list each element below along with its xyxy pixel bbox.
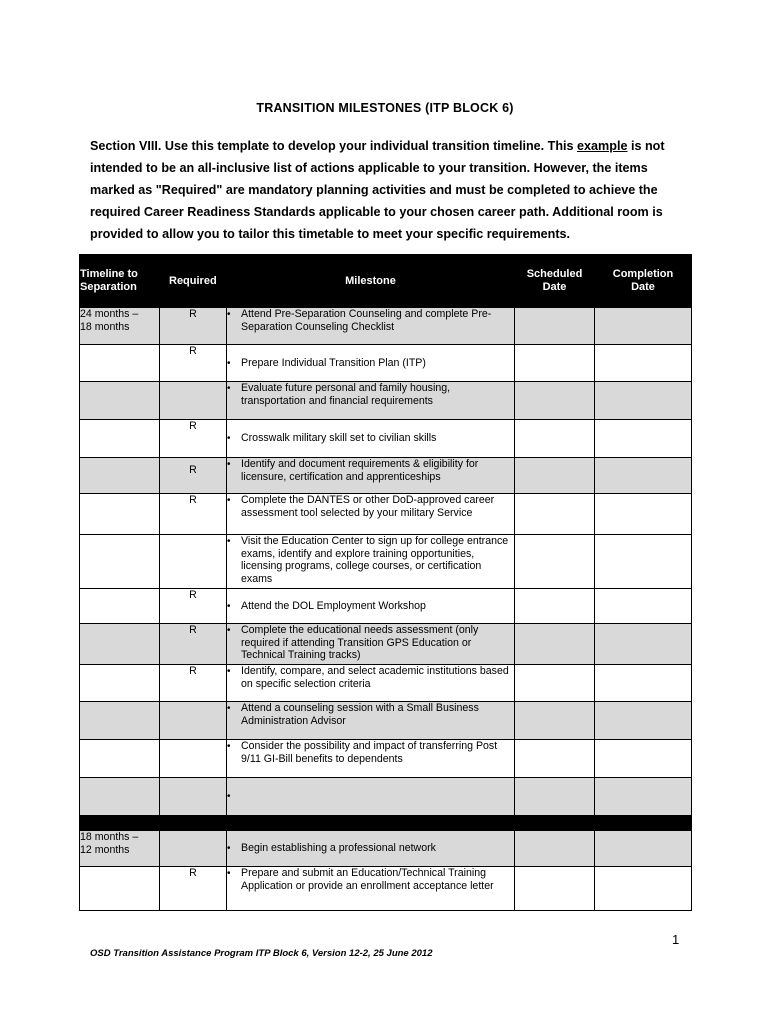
completion-date-cell[interactable] (595, 535, 692, 589)
completion-date-cell[interactable] (595, 589, 692, 624)
completion-date-cell[interactable] (595, 458, 692, 494)
required-cell: R (160, 345, 227, 382)
completion-date-cell[interactable] (595, 867, 692, 911)
completion-date-cell[interactable] (595, 345, 692, 382)
required-cell (160, 382, 227, 420)
timeline-cell: 18 months – 12 months (80, 831, 160, 867)
scheduled-date-cell[interactable] (515, 494, 595, 535)
completion-date-cell[interactable] (595, 831, 692, 867)
bullet-icon: • (227, 666, 231, 677)
required-cell: R (160, 420, 227, 458)
completion-date-cell[interactable] (595, 702, 692, 740)
scheduled-date-cell[interactable] (515, 778, 595, 816)
required-cell (160, 535, 227, 589)
page-title: TRANSITION MILESTONES (ITP BLOCK 6) (256, 101, 514, 115)
scheduled-date-cell[interactable] (515, 589, 595, 624)
bullet-icon: • (227, 433, 231, 444)
timeline-cell: 24 months – 18 months (80, 308, 160, 345)
bullet-icon: • (227, 383, 231, 394)
timeline-cell (80, 420, 160, 458)
completion-date-cell[interactable] (595, 420, 692, 458)
scheduled-date-cell[interactable] (515, 831, 595, 867)
table-row (80, 831, 692, 867)
intro-paragraph (90, 135, 690, 245)
milestone-cell: • Prepare Individual Transition Plan (ITP) (227, 345, 515, 382)
timeline-cell (80, 665, 160, 702)
completion-date-cell[interactable] (595, 665, 692, 702)
table-row (80, 458, 692, 494)
scheduled-date-cell[interactable] (515, 382, 595, 420)
required-cell: R (160, 308, 227, 345)
table-row (80, 589, 692, 624)
table-row (80, 867, 692, 911)
milestone-cell: • Complete the DANTES or other DoD-approved career assessment tool selected by your military Service (227, 494, 515, 535)
bullet-icon: • (227, 459, 231, 470)
table-row (80, 624, 692, 665)
example-link[interactable]: example (577, 139, 628, 153)
timeline-cell (80, 867, 160, 911)
header-scheduled-date: Scheduled Date (515, 255, 595, 308)
required-cell (160, 740, 227, 778)
milestone-cell: • Attend Pre-Separation Counseling and complete Pre-Separation Counseling Checklist (227, 308, 515, 345)
milestone-cell: • Crosswalk military skill set to civilian skills (227, 420, 515, 458)
bullet-icon: • (227, 868, 231, 879)
scheduled-date-cell[interactable] (515, 420, 595, 458)
table-header-row (80, 255, 692, 308)
timeline-cell (80, 740, 160, 778)
bullet-icon: • (227, 703, 231, 714)
scheduled-date-cell[interactable] (515, 535, 595, 589)
milestone-cell: • Begin establishing a professional network (227, 831, 515, 867)
scheduled-date-cell[interactable] (515, 867, 595, 911)
scheduled-date-cell[interactable] (515, 345, 595, 382)
table-row (80, 494, 692, 535)
intro-text-before: Section VIII. Use this template to develop your individual transition timeline. This (90, 139, 578, 153)
required-cell: R (160, 665, 227, 702)
intro-text-after: is not intended to be an all-inclusive list of actions applicable to your transition. However, the items marked as "Required" are mandatory planning activities and must be completed to achieve the required Career Readiness Standards applicable to your chosen career path. Additional room is provided to allow you to tailor this timetable to meet your specific requirements. (90, 139, 665, 241)
required-cell: R (160, 494, 227, 535)
milestone-cell: • Identify, compare, and select academic institutions based on specific selection criteria (227, 665, 515, 702)
scheduled-date-cell[interactable] (515, 624, 595, 665)
milestone-cell: • Consider the possibility and impact of transferring Post 9/11 GI-Bill benefits to dependents (227, 740, 515, 778)
bullet-icon: • (227, 791, 231, 802)
scheduled-date-cell[interactable] (515, 458, 595, 494)
bullet-icon: • (227, 495, 231, 506)
milestone-cell: • Evaluate future personal and family housing, transportation and financial requirements (227, 382, 515, 420)
milestone-cell (227, 778, 515, 816)
scheduled-date-cell[interactable] (515, 665, 595, 702)
completion-date-cell[interactable] (595, 382, 692, 420)
bullet-icon: • (227, 843, 231, 854)
timeline-cell (80, 382, 160, 420)
milestone-cell: • Attend the DOL Employment Workshop (227, 589, 515, 624)
required-cell (160, 831, 227, 867)
required-cell: R (160, 624, 227, 665)
page-footer: OSD Transition Assistance Program ITP Block 6, Version 12-2, 25 June 2012 (90, 948, 433, 959)
bullet-icon: • (227, 741, 231, 752)
bullet-icon: • (227, 536, 231, 547)
timeline-cell (80, 494, 160, 535)
milestone-cell: • Prepare and submit an Education/Technical Training Application or provide an enrollment acceptance letter (227, 867, 515, 911)
completion-date-cell[interactable] (595, 494, 692, 535)
page-number: 1 (672, 932, 680, 947)
milestone-cell: • Complete the educational needs assessment (only required if attending Transition GPS Education or Technical Training tracks) (227, 624, 515, 665)
table-row (80, 345, 692, 382)
scheduled-date-cell[interactable] (515, 702, 595, 740)
timeline-cell (80, 458, 160, 494)
timeline-cell (80, 624, 160, 665)
bullet-icon: • (227, 357, 231, 369)
timeline-cell (80, 345, 160, 382)
table-row (80, 535, 692, 589)
required-cell (160, 778, 227, 816)
section-separator (80, 816, 692, 831)
header-milestone: Milestone (227, 255, 515, 308)
milestone-cell: • Visit the Education Center to sign up for college entrance exams, identify and explore training opportunities, licensing programs, college courses, or certification exams (227, 535, 515, 589)
milestones-table (79, 254, 692, 911)
timeline-cell (80, 702, 160, 740)
completion-date-cell[interactable] (595, 624, 692, 665)
required-cell: R (160, 458, 227, 494)
bullet-icon: • (227, 600, 231, 612)
required-cell: R (160, 589, 227, 624)
bullet-icon: • (227, 625, 231, 636)
table-row (80, 308, 692, 345)
timeline-cell (80, 589, 160, 624)
required-cell (160, 702, 227, 740)
header-completion-date: Completion Date (595, 255, 692, 308)
scheduled-date-cell[interactable] (515, 740, 595, 778)
completion-date-cell[interactable] (595, 740, 692, 778)
milestone-cell: • Identify and document requirements & eligibility for licensure, certification and apprenticeships (227, 458, 515, 494)
completion-date-cell[interactable] (595, 778, 692, 816)
header-required: Required (160, 255, 227, 308)
header-timeline: Timeline to Separation (80, 255, 160, 308)
table-row (80, 702, 692, 740)
scheduled-date-cell[interactable] (515, 308, 595, 345)
milestone-cell: • Attend a counseling session with a Small Business Administration Advisor (227, 702, 515, 740)
timeline-cell (80, 778, 160, 816)
table-row (80, 740, 692, 778)
table-row (80, 665, 692, 702)
timeline-cell (80, 535, 160, 589)
table-row (80, 382, 692, 420)
table-row (80, 778, 692, 816)
completion-date-cell[interactable] (595, 308, 692, 345)
required-cell: R (160, 867, 227, 911)
table-row (80, 420, 692, 458)
bullet-icon: • (227, 309, 231, 320)
